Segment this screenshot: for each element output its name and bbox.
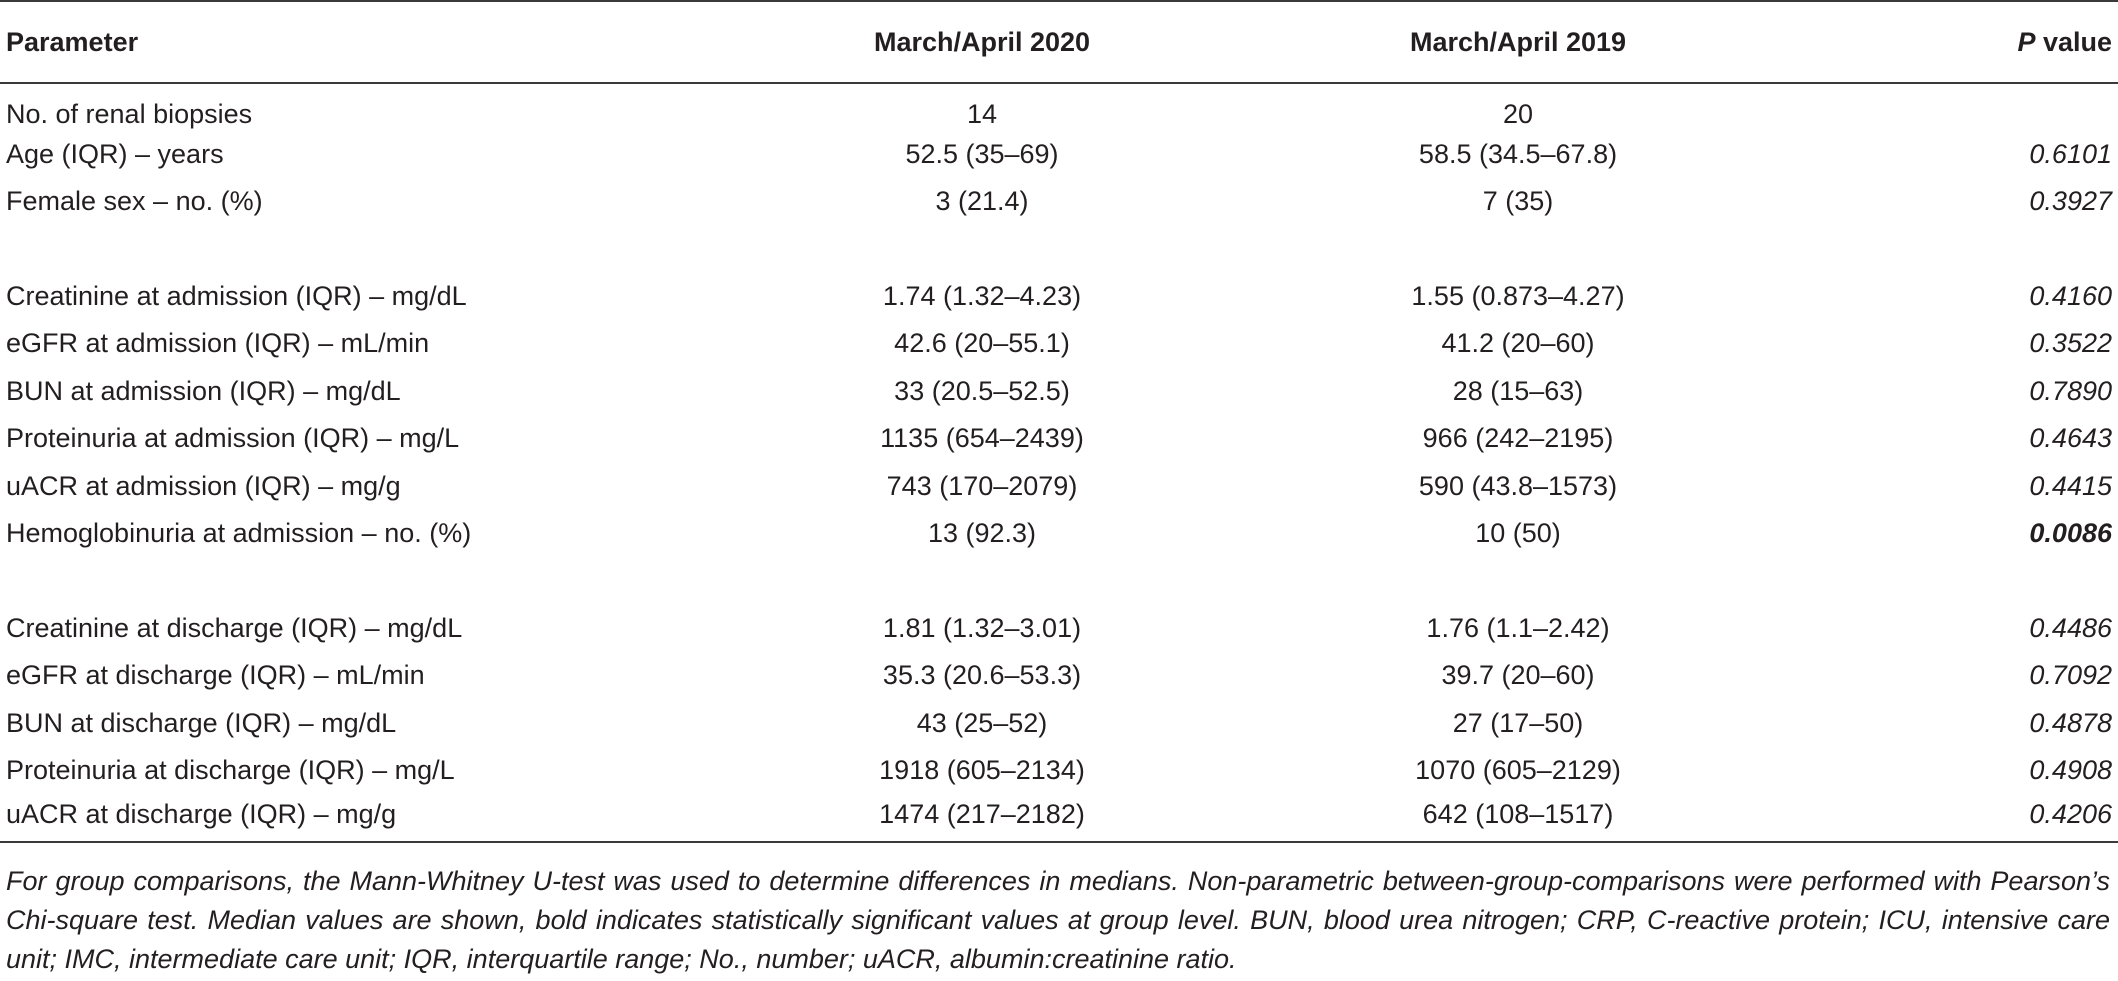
value-2020-cell: 43 (25–52)	[916, 707, 1048, 738]
value-2019-cell: 966 (242–2195)	[1422, 423, 1614, 454]
header-parameter: Parameter	[0, 1, 734, 83]
table-row	[0, 605, 2118, 653]
value-2019-cell: 642 (108–1517)	[1230, 795, 1806, 843]
parameter-cell: BUN at admission (IQR) – mg/dL	[6, 375, 401, 406]
parameter-cell: Proteinuria at admission (IQR) – mg/L	[6, 423, 460, 454]
table-row	[0, 652, 2118, 700]
value-2019-cell: 7 (35)	[1482, 186, 1554, 217]
p-value-cell: 0.4643	[2029, 423, 2112, 454]
group-spacer-row	[0, 558, 2118, 605]
p-value-cell: 0.4878	[2029, 707, 2112, 738]
p-value-cell: 0.7890	[2029, 375, 2112, 406]
parameter-cell: Age (IQR) – years	[6, 138, 224, 169]
value-2019-cell: 590 (43.8–1573)	[1418, 470, 1618, 501]
value-2020-cell: 743 (170–2079)	[886, 470, 1078, 501]
value-2019-cell: 1.76 (1.1–2.42)	[1426, 612, 1610, 643]
table-row	[0, 463, 2118, 511]
parameter-cell: uACR at discharge (IQR) – mg/g	[0, 795, 734, 843]
value-2020-cell: 13 (92.3)	[927, 518, 1037, 549]
table-row	[0, 415, 2118, 463]
table-body	[0, 83, 2118, 842]
parameter-cell: uACR at admission (IQR) – mg/g	[6, 470, 401, 501]
value-2019-cell: 58.5 (34.5–67.8)	[1418, 138, 1618, 169]
parameter-cell: Female sex – no. (%)	[6, 186, 263, 217]
parameter-cell: Proteinuria at discharge (IQR) – mg/L	[6, 755, 455, 786]
table-row	[0, 510, 2118, 558]
value-2019-cell: 20	[1502, 98, 1534, 129]
value-2020-cell: 3 (21.4)	[935, 186, 1029, 217]
value-2020-cell: 14	[966, 98, 998, 129]
table-row	[0, 368, 2118, 416]
parameter-cell: eGFR at admission (IQR) – mL/min	[6, 328, 430, 359]
p-value-cell: 0.0086	[2029, 518, 2112, 549]
header-row	[0, 1, 2118, 83]
parameter-cell: No. of renal biopsies	[6, 98, 253, 129]
value-2020-cell: 1.81 (1.32–3.01)	[882, 612, 1082, 643]
parameter-cell: Creatinine at discharge (IQR) – mg/dL	[6, 612, 463, 643]
value-2020-cell: 1918 (605–2134)	[879, 755, 1085, 786]
table-footnote: For group comparisons, the Mann-Whitney U-test was used to determine differences in medians. Non-parametric between-group-comparisons were performed with Pearson’s Chi-square test. Median values are shown, bold indicates statistically significant values at group level. BUN, blood urea nitrogen; CRP, C-reactive protein; ICU, intensive care unit; IMC, intermediate care unit; IQR, interquartile range; No., number; uACR, albumin:creatinine ratio.	[6, 866, 2110, 974]
header-march-april-2019: March/April 2019	[1230, 1, 1806, 83]
spacer-cell	[0, 558, 2118, 605]
table-row	[0, 700, 2118, 748]
header-p-suffix: value	[2035, 26, 2112, 57]
parameter-cell: BUN at discharge (IQR) – mg/dL	[6, 707, 397, 738]
table-row	[0, 747, 2118, 795]
value-2019-cell: 1.55 (0.873–4.27)	[1411, 280, 1625, 311]
table-row	[0, 795, 2118, 843]
p-value-cell: 0.3522	[2029, 328, 2112, 359]
p-value-cell: 0.3927	[2029, 186, 2112, 217]
parameter-cell: Creatinine at admission (IQR) – mg/dL	[6, 280, 467, 311]
value-2019-cell: 1070 (605–2129)	[1415, 755, 1621, 786]
value-2020-cell: 42.6 (20–55.1)	[894, 328, 1070, 359]
header-march-april-2020: March/April 2020	[734, 1, 1230, 83]
parameter-cell: eGFR at discharge (IQR) – mL/min	[6, 660, 425, 691]
value-2020-cell: 52.5 (35–69)	[905, 138, 1059, 169]
parameter-cell: Hemoglobinuria at admission – no. (%)	[6, 518, 472, 549]
value-2020-cell: 33 (20.5–52.5)	[894, 375, 1070, 406]
value-2019-cell: 41.2 (20–60)	[1441, 328, 1595, 359]
spacer-cell	[0, 226, 2118, 273]
p-value-cell: 0.6101	[2029, 138, 2112, 169]
table-row	[0, 131, 2118, 179]
value-2020-cell: 1.74 (1.32–4.23)	[882, 280, 1082, 311]
value-2020-cell: 35.3 (20.6–53.3)	[882, 660, 1082, 691]
value-2019-cell: 10 (50)	[1475, 518, 1561, 549]
header-p-value	[1806, 1, 2118, 83]
value-2020-cell: 1135 (654–2439)	[880, 423, 1084, 454]
p-value-cell: 0.4206	[1806, 795, 2118, 843]
table-row	[0, 273, 2118, 321]
group-spacer-row	[0, 226, 2118, 273]
p-value-cell: 0.4160	[2029, 280, 2112, 311]
table-row	[0, 83, 2118, 131]
p-value-cell: 0.7092	[2029, 660, 2112, 691]
p-value-cell	[1806, 83, 2118, 131]
value-2019-cell: 27 (17–50)	[1452, 707, 1584, 738]
table-row	[0, 320, 2118, 368]
p-value-cell: 0.4908	[2029, 755, 2112, 786]
table-header	[0, 1, 2118, 83]
p-value-cell: 0.4415	[2029, 470, 2112, 501]
value-2020-cell: 1474 (217–2182)	[734, 795, 1230, 843]
p-value-cell: 0.4486	[2029, 612, 2112, 643]
value-2019-cell: 39.7 (20–60)	[1441, 660, 1595, 691]
value-2019-cell: 28 (15–63)	[1452, 375, 1584, 406]
table-row	[0, 178, 2118, 226]
header-p-symbol: P	[2017, 26, 2036, 57]
